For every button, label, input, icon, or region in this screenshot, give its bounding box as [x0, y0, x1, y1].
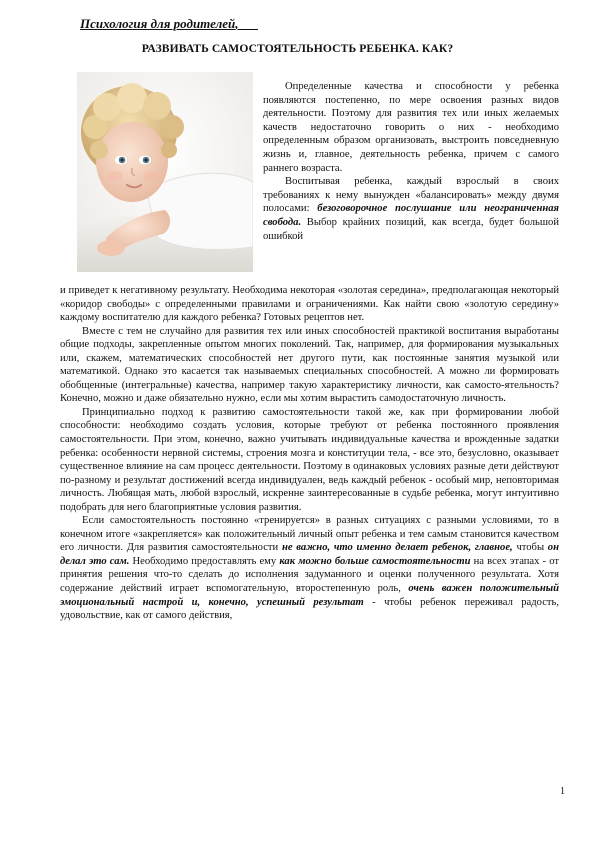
- paragraph-1: Определенные качества и способности у ребенка появляются постепенно, по мере освоения разных видов деятельности. Поэтому для развития тех или иных желаемых качеств недостаточно говорить о них - необходимо определенным образом организовать, выстроить повседневную жизнь и, главное, деятельность ребенка, причем с самого раннего возраста.: [263, 81, 559, 174]
- paragraph-5-emphasis-4: очень важен положительный эмоциональный настрой и, конечно, успешный результат: [60, 583, 560, 608]
- section-title: Психология для родителей,: [80, 16, 258, 31]
- paragraph-5-emphasis-1: не важно, что именно делает ребенок, главное,: [281, 542, 513, 554]
- paragraph-5: [60, 514, 559, 622]
- paragraph-5-emphasis-2: он делал это сам.: [60, 542, 559, 567]
- paragraph-4: Принципиально подход к развитию самостоятельности такой же, как при формировании любой способности: необходимо создать условия, которые требуют от ребенка постоянного проявления самостоятельности. При этом, конечно, важно учитывать индивидуальные качества и врожденные задатки ребенка: особенности нервной системы, строения мозга и конституции тела, - все это, безусловно, оказывает существенное влияние на сам процесс деятельности. Поэтому в одинаковых условиях разные дети действуют по-разному и результат достижений всегда индивидуален, ведь каждый ребенок - особый мир, неповторимая личность. Любящая мать, любой взрослый, искренне заинтересованные в судьбе ребенка, могут интуитивно подобрать для него благоприятные условия развития.: [60, 406, 559, 513]
- child-photo-icon: [77, 72, 253, 272]
- paragraph-5-part-a: Если самостоятельность постоянно «тренируется» в разных ситуациях с разными условиями, то в конечном итоге «закрепляется» как положительный личный опыт ребенка и тем самым становится качеством его личности. Для развития самостоятельности: [60, 515, 559, 554]
- paragraph-5-part-i: - чтобы ребенок переживал радость, удовольствие, как от самого действия,: [60, 596, 560, 622]
- paragraph-2-continued: и приведет к негативному результату. Необходима некоторая «золотая середина», предполагающая некоторый «коридор свободы» с определенными правилами и ограничениями. Как найти свою «золотую середину» каждому воспитателю для каждого ребенка? Готовых рецептов нет.: [60, 285, 559, 324]
- paragraph-5-part-e: Необходимо предоставлять ему: [132, 555, 277, 567]
- section-title-text: Психология для родителей: [80, 16, 236, 31]
- paragraph-3: Вместе с тем не случайно для развития тех или иных способностей практикой воспитания выработаны общие подходы, закрепленные опытом многих поколений. Так, например, для формирования музыкальных или, скажем, математических способностей нет другого пути, как постоянные занятия музыкой или математикой. Однако это касается так называемых специальных способностей. А можно ли формировать обобщенные (интегральные) качества, например такую характеристику личности, как самосто-ятельность? Конечно, можно и даже обязательно нужно, если мы хотим вырастить самодостаточную личность.: [60, 325, 559, 405]
- article-body: [60, 284, 559, 623]
- paragraph-2-part-a: Воспитывая ребенка, каждый взрослый в своих требованиях к нему вынужден «балансировать» между двумя полосами:: [263, 176, 559, 215]
- paragraph-2: [263, 175, 559, 243]
- article-title: РАЗВИВАТЬ САМОСТОЯТЕЛЬНОСТЬ РЕБЕНКА. КАК?: [141, 42, 454, 55]
- paragraph-5-part-g: на всех этапах - от принятия решения что-то сделать до исполнения задуманного и оценки полученного результата. Хотя содержание действий играет вспомогательную, второстепенную роль,: [60, 555, 559, 595]
- paragraph-2-part-c: Выбор крайних позиций, как всегда, будет большой ошибкой: [263, 216, 559, 242]
- paragraph-5-part-c: чтобы: [516, 542, 545, 554]
- paragraph-2-emphasis: безоговорочное послушание или неограниченная свобода.: [263, 203, 559, 228]
- paragraph-5-emphasis-3: как можно больше самостоятельности: [279, 555, 471, 567]
- article-intro: [263, 80, 559, 243]
- page-number: 1: [560, 786, 565, 797]
